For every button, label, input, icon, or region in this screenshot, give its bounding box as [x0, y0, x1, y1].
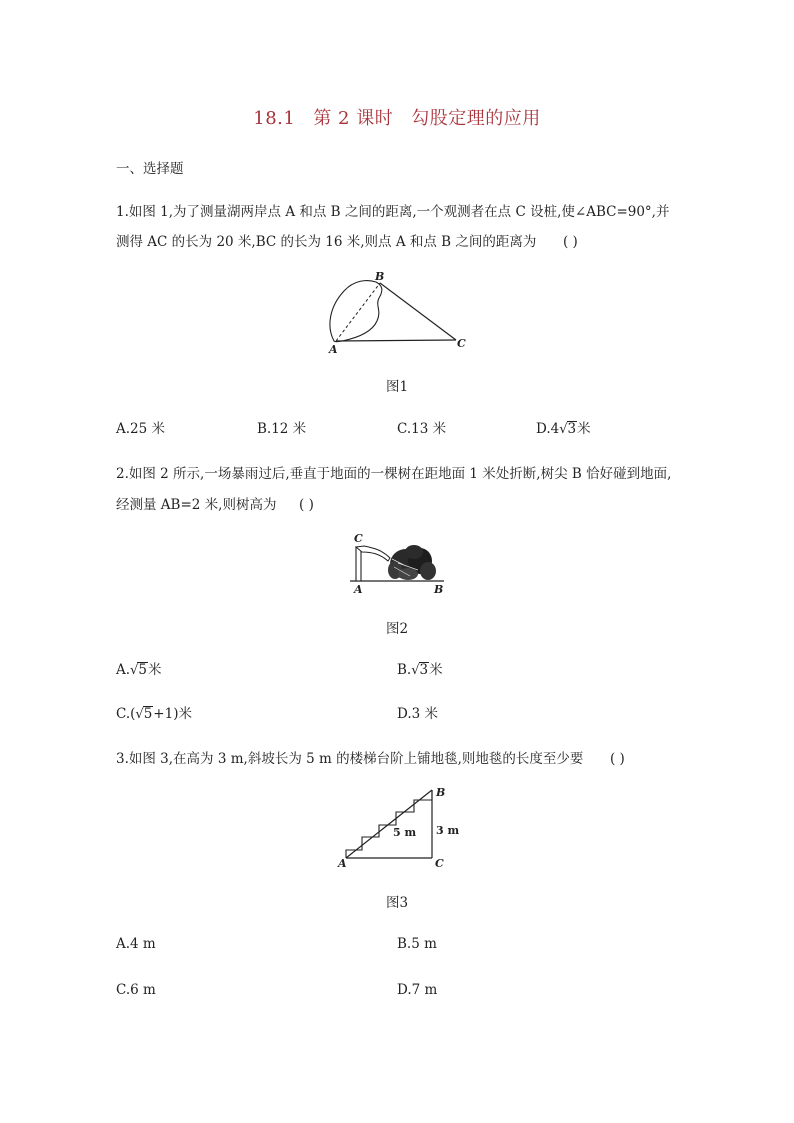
lesson-period: 第 2 课时 — [313, 108, 394, 129]
q1-option-b[interactable]: B.12 米 — [257, 421, 307, 437]
q3-option-c[interactable]: C.6 m — [116, 982, 156, 998]
q3-answer-blank: ( ) — [609, 751, 625, 767]
q2-option-d[interactable]: D.3 米 — [397, 706, 439, 722]
label-b: B — [434, 583, 444, 596]
q2-option-b-radicand: 3 — [419, 662, 429, 678]
label-c: C — [457, 337, 466, 350]
q2-option-a[interactable]: A.√5米 — [116, 662, 162, 678]
q1-answer-blank: ( ) — [563, 234, 578, 250]
lesson-topic: 勾股定理的应用 — [411, 108, 541, 129]
label-b: B — [375, 270, 385, 283]
lake-outline — [330, 281, 382, 342]
tree-stump — [356, 547, 361, 581]
q3-option-d[interactable]: D.7 m — [397, 982, 438, 998]
q2-option-b[interactable]: B.√3米 — [397, 662, 443, 678]
q2-stem-text: 经测量 AB=2 米,则树高为 — [116, 497, 277, 513]
tree-crown — [388, 545, 436, 580]
q2-stem-line2 — [116, 496, 314, 514]
page-title — [0, 104, 794, 130]
q1-option-d[interactable]: D.4√3米 — [536, 421, 591, 437]
figure-3-caption: 图3 — [386, 895, 409, 911]
q2-option-c[interactable]: C.(√5+1)米 — [116, 706, 192, 722]
q1-stem-line1: 1.如图 1,为了测量湖两岸点 A 和点 B 之间的距离,一个观测者在点 C 设桩,使∠ABC=90°,并 — [116, 204, 670, 220]
label-height: 3 m — [436, 824, 460, 837]
segment-ac — [336, 340, 456, 341]
figure-1-caption: 图1 — [386, 379, 409, 395]
label-a: A — [338, 857, 347, 870]
figure-2 — [348, 530, 448, 598]
figure-3 — [334, 784, 464, 874]
dashed-line-ab — [336, 283, 380, 341]
lesson-number: 18.1 — [253, 108, 296, 129]
label-b: B — [436, 786, 446, 799]
slope-ab — [346, 790, 432, 858]
section-heading: 一、选择题 — [116, 161, 184, 177]
label-slope: 5 m — [393, 826, 417, 839]
q3-stem-line1 — [116, 750, 625, 768]
q1-option-c[interactable]: C.13 米 — [397, 421, 447, 437]
q3-option-b[interactable]: B.5 m — [397, 936, 437, 952]
q3-stem-text: 3.如图 3,在高为 3 m,斜坡长为 5 m 的楼梯台阶上铺地毯,则地毯的长度至少要 — [116, 751, 584, 767]
label-a: A — [354, 583, 363, 596]
q1-option-a[interactable]: A.25 米 — [116, 421, 166, 437]
figure-1 — [322, 266, 472, 356]
q1-stem-text: 测得 AC 的长为 20 米,BC 的长为 16 米,则点 A 和点 B 之间的距离为 — [116, 234, 537, 250]
label-a: A — [329, 343, 338, 356]
label-c: C — [354, 532, 363, 545]
q2-option-c-radicand: 5 — [143, 706, 153, 722]
q1-stem-line2 — [116, 233, 578, 251]
label-c: C — [435, 857, 444, 870]
q2-answer-blank: ( ) — [299, 497, 314, 513]
figure-2-caption: 图2 — [386, 621, 409, 637]
q2-option-a-radicand: 5 — [138, 662, 147, 678]
q2-stem-line1: 2.如图 2 所示,一场暴雨过后,垂直于地面的一棵树在距地面 1 米处折断,树尖 B 恰好碰到地面, — [116, 466, 672, 482]
q1-option-d-radicand: 3 — [567, 421, 577, 437]
q3-option-a[interactable]: A.4 m — [116, 936, 156, 952]
segment-bc — [380, 283, 456, 340]
